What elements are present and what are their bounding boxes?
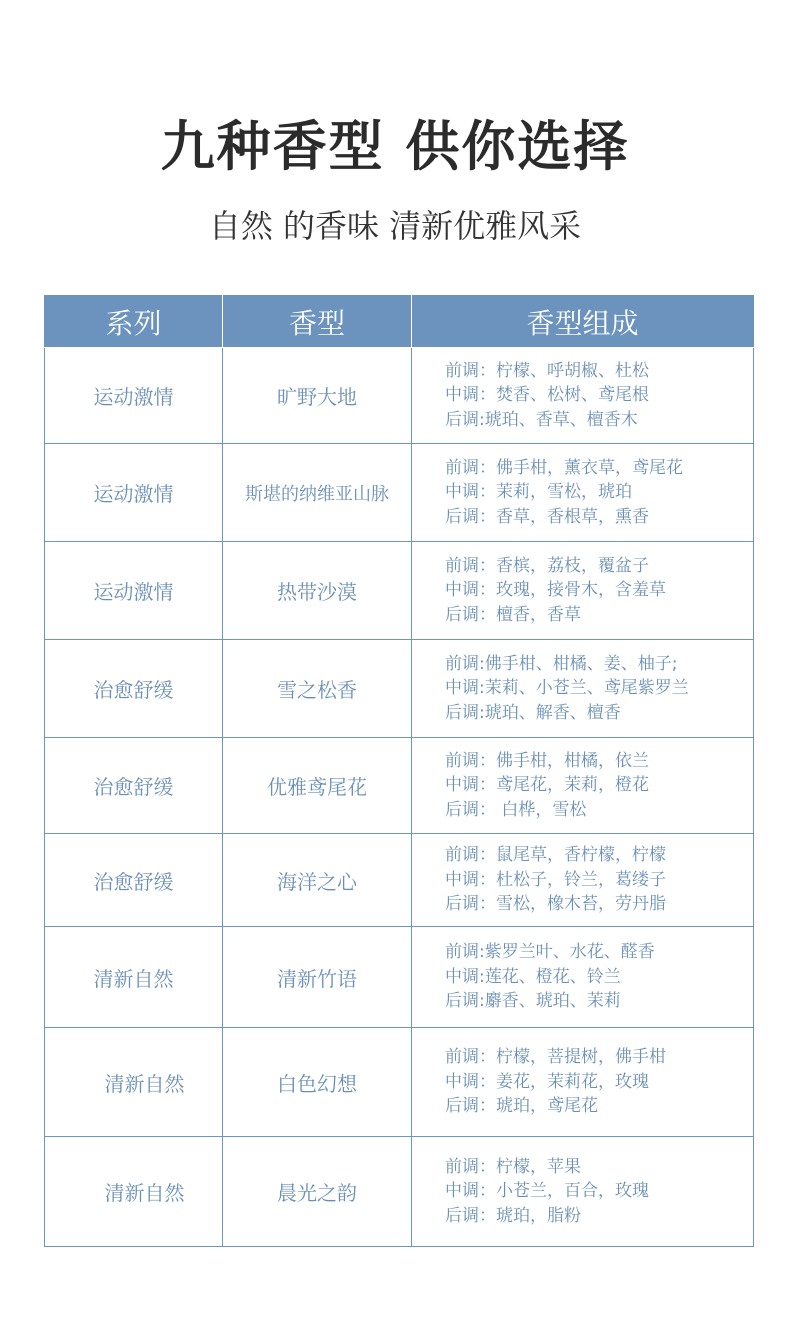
scent-name-cell: 清新竹语 bbox=[223, 927, 412, 1028]
scent-name-cell: 晨光之韵 bbox=[223, 1137, 412, 1247]
base-note: 后调： 白桦，雪松 bbox=[445, 799, 587, 820]
table-row bbox=[45, 444, 754, 542]
scent-name-cell: 斯堪的纳维亚山脉 bbox=[223, 444, 412, 542]
table-row bbox=[45, 738, 754, 834]
base-note: 后调：雪松，橡木苔，劳丹脂 bbox=[445, 894, 666, 915]
middle-note: 中调:莲花、橙花、铃兰 bbox=[445, 966, 621, 987]
middle-note: 中调：玫瑰，接骨木，含羞草 bbox=[445, 580, 666, 601]
base-note: 后调:麝香、琥珀、茉莉 bbox=[445, 991, 621, 1012]
base-note: 后调：檀香，香草 bbox=[445, 604, 581, 625]
composition-cell bbox=[412, 542, 754, 640]
scent-name-cell: 优雅鸢尾花 bbox=[223, 738, 412, 834]
scent-table bbox=[44, 295, 754, 1247]
top-note: 前调：香槟，荔枝，覆盆子 bbox=[445, 555, 649, 576]
page-subtitle: 自然 的香味 清新优雅风采 bbox=[208, 207, 582, 245]
table-header-row bbox=[45, 296, 754, 348]
series-cell: 运动激情 bbox=[45, 444, 223, 542]
base-note: 后调：琥珀，脂粉 bbox=[445, 1205, 581, 1226]
composition-cell bbox=[412, 738, 754, 834]
scent-name-cell: 旷野大地 bbox=[223, 348, 412, 444]
series-cell: 运动激情 bbox=[45, 348, 223, 444]
middle-note: 中调：茉莉，雪松，琥珀 bbox=[445, 482, 632, 503]
top-note: 前调:佛手柑、柑橘、姜、柚子; bbox=[445, 653, 678, 674]
composition-cell bbox=[412, 444, 754, 542]
table-row bbox=[45, 834, 754, 927]
page-title: 九种香型 供你选择 bbox=[160, 115, 630, 178]
table-row bbox=[45, 640, 754, 738]
middle-note: 中调：杜松子，铃兰，葛缕子 bbox=[445, 869, 666, 890]
series-cell: 清新自然 bbox=[45, 1028, 223, 1137]
base-note: 后调:琥珀、解香、檀香 bbox=[445, 702, 621, 723]
top-note: 前调：柠檬，菩提树，佛手柑 bbox=[445, 1047, 666, 1068]
base-note: 后调:琥珀、香草、檀香木 bbox=[445, 409, 638, 430]
base-note: 后调：琥珀，鸢尾花 bbox=[445, 1096, 598, 1117]
table-row bbox=[45, 1028, 754, 1137]
series-cell: 治愈舒缓 bbox=[45, 640, 223, 738]
table-row bbox=[45, 348, 754, 444]
composition-cell bbox=[412, 1137, 754, 1247]
scent-name-cell: 热带沙漠 bbox=[223, 542, 412, 640]
middle-note: 中调：小苍兰，百合，玫瑰 bbox=[445, 1181, 649, 1202]
column-header-series: 系列 bbox=[45, 296, 223, 348]
table-row bbox=[45, 542, 754, 640]
composition-cell bbox=[412, 640, 754, 738]
top-note: 前调:紫罗兰叶、水花、醛香 bbox=[445, 942, 655, 963]
top-note: 前调：佛手柑，薰衣草，鸢尾花 bbox=[445, 457, 683, 478]
top-note: 前调：佛手柑，柑橘，依兰 bbox=[445, 750, 649, 771]
scent-name-cell: 雪之松香 bbox=[223, 640, 412, 738]
series-cell: 治愈舒缓 bbox=[45, 834, 223, 927]
composition-cell bbox=[412, 927, 754, 1028]
composition-cell bbox=[412, 834, 754, 927]
series-cell: 清新自然 bbox=[45, 927, 223, 1028]
scent-name-cell: 海洋之心 bbox=[223, 834, 412, 927]
composition-cell bbox=[412, 1028, 754, 1137]
column-header-scent: 香型 bbox=[223, 296, 412, 348]
top-note: 前调：柠檬、呼胡椒、杜松 bbox=[445, 360, 649, 381]
top-note: 前调：柠檬，苹果 bbox=[445, 1156, 581, 1177]
middle-note: 中调：姜花，茉莉花，玫瑰 bbox=[445, 1071, 649, 1092]
series-cell: 治愈舒缓 bbox=[45, 738, 223, 834]
table-row bbox=[45, 927, 754, 1028]
composition-cell bbox=[412, 348, 754, 444]
base-note: 后调：香草，香根草，熏香 bbox=[445, 506, 649, 527]
middle-note: 中调:茉莉、小苍兰、鸢尾紫罗兰 bbox=[445, 678, 689, 699]
table-row bbox=[45, 1137, 754, 1247]
middle-note: 中调：焚香、松树、鸢尾根 bbox=[445, 385, 649, 406]
scent-name-cell: 白色幻想 bbox=[223, 1028, 412, 1137]
series-cell: 运动激情 bbox=[45, 542, 223, 640]
middle-note: 中调：鸢尾花，茉莉，橙花 bbox=[445, 775, 649, 796]
series-cell: 清新自然 bbox=[45, 1137, 223, 1247]
column-header-composition: 香型组成 bbox=[412, 296, 754, 348]
top-note: 前调：鼠尾草，香柠檬，柠檬 bbox=[445, 845, 666, 866]
